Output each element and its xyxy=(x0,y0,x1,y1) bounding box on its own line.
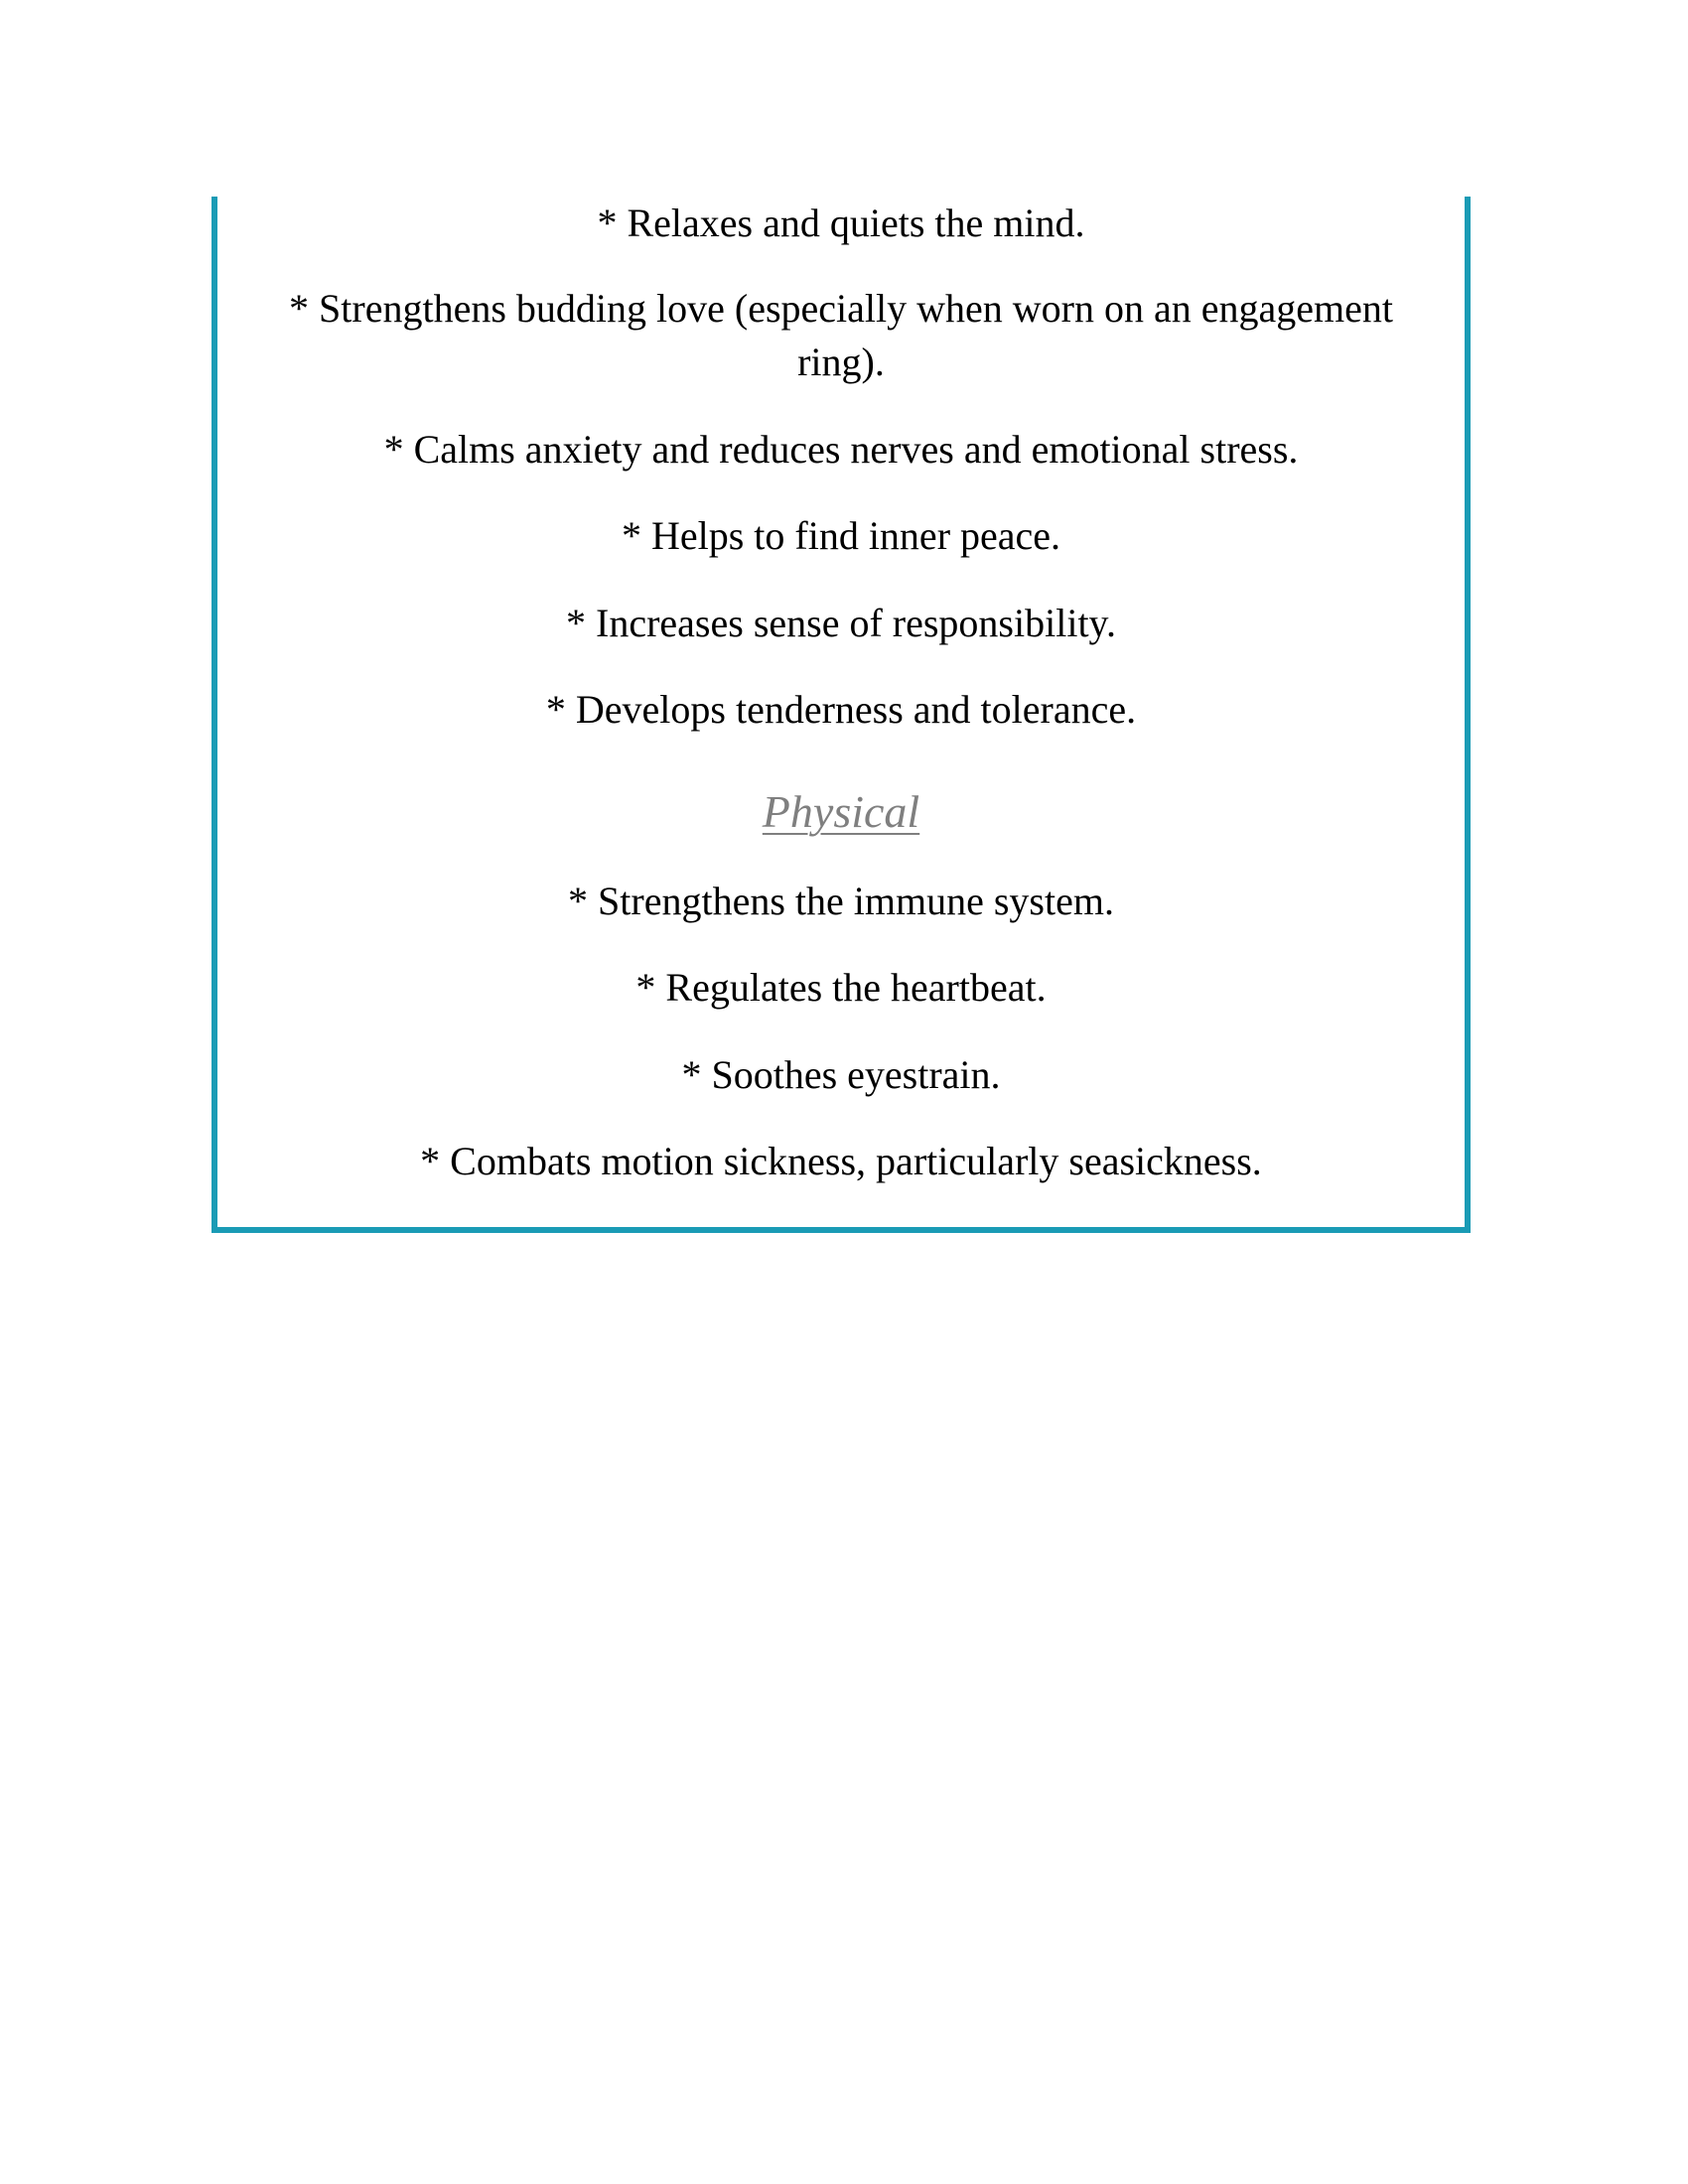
physical-benefit-item: * Combats motion sickness, particularly seasickness. xyxy=(420,1139,1262,1183)
emotional-benefit-item: * Develops tenderness and tolerance. xyxy=(545,687,1137,732)
emotional-benefit-item: * Calms anxiety and reduces nerves and emotional stress. xyxy=(383,427,1299,472)
emotional-benefit-item: * Increases sense of responsibility. xyxy=(566,601,1116,645)
physical-section-heading: Physical xyxy=(762,786,920,837)
emotional-benefit-item: * Relaxes and quiets the mind. xyxy=(597,201,1085,245)
emotional-benefit-item: * Strengthens budding love (especially when worn on an engagement ring). xyxy=(289,286,1393,384)
bordered-content-box xyxy=(211,197,1471,1233)
physical-benefit-item: * Regulates the heartbeat. xyxy=(635,965,1047,1010)
emotional-benefit-item: * Helps to find inner peace. xyxy=(621,513,1061,558)
physical-benefit-item: * Strengthens the immune system. xyxy=(568,879,1114,923)
physical-benefit-item: * Soothes eyestrain. xyxy=(681,1052,1001,1097)
